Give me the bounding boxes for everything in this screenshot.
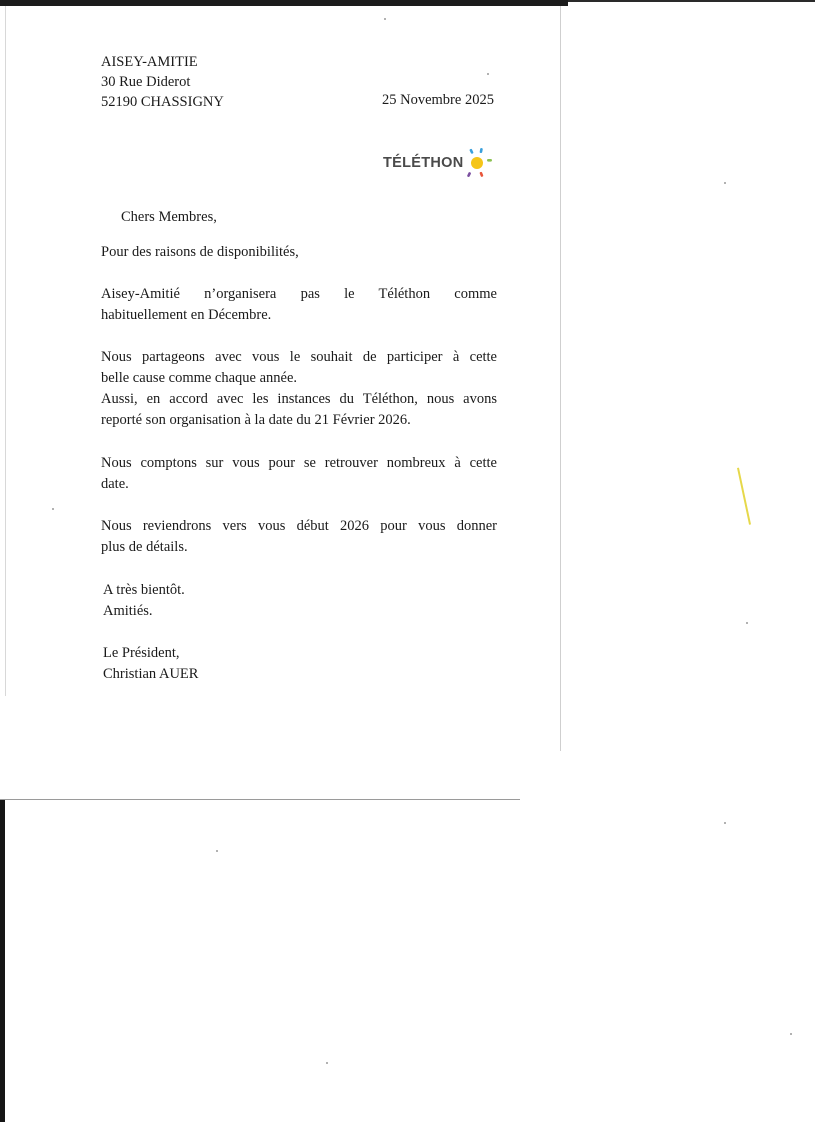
scan-speck (326, 1062, 328, 1064)
scan-speck (724, 822, 726, 824)
paragraph-line: belle cause comme chaque année. (101, 370, 298, 386)
salutation: Chers Membres, (121, 209, 217, 225)
paragraph-more-details (101, 516, 497, 558)
telethon-sun-icon (465, 145, 495, 181)
paragraph-count-on-you (101, 453, 497, 495)
paragraph-line: Aussi, en accord avec les instances du Téléthon, nous avons (101, 391, 497, 407)
scan-left-edge (5, 6, 6, 696)
scan-fold-line (0, 799, 520, 800)
signature-block (103, 643, 499, 685)
paragraph-line: Nous reviendrons vers vous début 2026 pour vous donner (101, 518, 497, 534)
scan-bottom-left-edge (0, 800, 5, 1122)
paragraph-line: Aisey-Amitié n’organisera pas le Téléthon comme (101, 286, 497, 302)
closing (103, 580, 499, 622)
paragraph-line: habituellement en Décembre. (101, 307, 272, 323)
scan-speck (724, 182, 726, 184)
paragraph-share-wish (101, 347, 497, 389)
closing-line: A très bientôt. (103, 582, 185, 598)
signature-title: Le Président, (103, 645, 180, 661)
signature-name: Christian AUER (103, 666, 199, 682)
paragraph-line: date. (101, 476, 129, 492)
scan-speck (790, 1033, 792, 1035)
paragraph-new-date (101, 389, 497, 431)
closing-line: Amitiés. (103, 603, 153, 619)
scan-speck (746, 622, 748, 624)
scan-top-edge (0, 0, 568, 6)
paragraph-line: Nous comptons sur vous pour se retrouver nombreux à cette (101, 455, 497, 471)
scan-speck (487, 73, 489, 75)
scan-page-fold (560, 6, 561, 751)
sender-address (101, 52, 224, 112)
sender-city: 52190 CHASSIGNY (101, 94, 224, 110)
sender-name: AISEY-AMITIE (101, 54, 198, 70)
scan-speck (216, 850, 218, 852)
paragraph-line: reporté son organisation à la date du 21 Février 2026. (101, 412, 411, 428)
paragraph-line: Nous partageons avec vous le souhait de participer à cette (101, 349, 497, 365)
paragraph-availability: Pour des raisons de disponibilités, (101, 244, 299, 260)
scan-speck (384, 18, 386, 20)
paragraph-line: plus de détails. (101, 539, 188, 555)
scan-highlighter-mark (737, 468, 751, 525)
scan-top-edge-thin (568, 0, 815, 2)
paragraph-no-telethon (101, 284, 497, 326)
letter-date: 25 Novembre 2025 (382, 92, 494, 108)
telethon-logo (383, 145, 495, 181)
scan-speck (52, 508, 54, 510)
sun-core (471, 157, 483, 169)
telethon-logo-text: TÉLÉTHON (383, 155, 464, 171)
sender-street: 30 Rue Diderot (101, 74, 191, 90)
